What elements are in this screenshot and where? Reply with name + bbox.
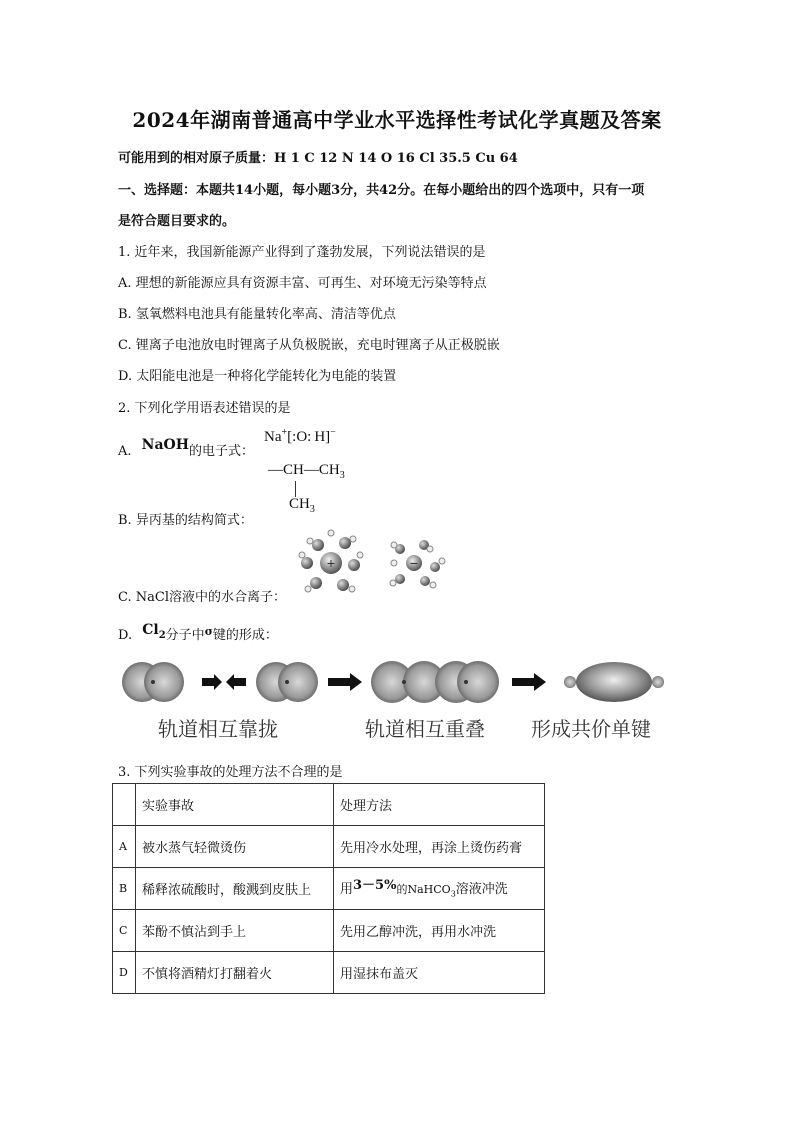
- header-method: 处理方法: [334, 784, 545, 826]
- header-accident: 实验事故: [136, 784, 334, 826]
- sodium-ion-cluster: [299, 530, 363, 592]
- q2-option-b: B. 异丙基的结构简式：: [118, 513, 253, 528]
- q3-stem: 3. 下列实验事故的处理方法不合理的是: [118, 765, 343, 780]
- arrow-right-icon: [328, 673, 362, 691]
- table-header-row: [113, 784, 545, 826]
- chloride-ion-cluster: [390, 540, 445, 588]
- q2-stem: 2. 下列化学用语表述错误的是: [118, 401, 291, 416]
- label-overlap: 轨道相互重叠: [365, 717, 485, 741]
- isopropyl-structure-bottom: $CH_3$: [289, 496, 315, 515]
- naoh-electron-formula: Na+[:O: H]−: [264, 427, 336, 445]
- q2-option-a-text: 的电子式：: [188, 444, 254, 459]
- q2-option-d: D. $Cl_2$分子中$^\sigma$键的形成：: [118, 622, 278, 643]
- orbitals-overlap: [371, 661, 499, 703]
- naoh-formula: NaOH: [141, 437, 189, 453]
- svg-text:−: −: [409, 557, 419, 570]
- q2-option-c: C. NaCl溶液中的水合离子：: [118, 590, 286, 605]
- label-single-bond: 形成共价单键: [531, 717, 651, 741]
- q1-stem: 1. 近年来，我国新能源产业得到了蓬勃发展，下列说法错误的是: [118, 245, 486, 260]
- q2-option-a-label: A.: [118, 444, 132, 459]
- q1-option-a: A. 理想的新能源应具有资源丰富、可再生、对环境无污染等特点: [118, 276, 487, 291]
- isopropyl-structure-top: $—CH—CH_3$: [268, 462, 345, 481]
- arrow-right-icon: [202, 674, 222, 690]
- table-row: C 苯酚不慎沾到手上 先用乙醇冲洗，再用水冲洗: [113, 910, 545, 952]
- label-approach: 轨道相互靠拢: [158, 717, 278, 741]
- q1-option-c: C. 锂离子电池放电时锂离子从负极脱嵌，充电时锂离子从正极脱嵌: [118, 338, 500, 353]
- section-heading-line1: 一、选择题：本题共14小题，每小题3分，共42分。在每小题给出的四个选项中，只有一项: [118, 183, 645, 198]
- single-covalent-bond: [564, 662, 664, 702]
- arrow-right-icon: [512, 673, 546, 691]
- q1-option-b: B. 氢氧燃料电池具有能量转化率高、清洁等优点: [118, 307, 396, 322]
- section-heading-line2: 是符合题目要求的。: [118, 214, 236, 229]
- atomic-masses: 可能用到的相对原子质量：H 1 C 12 N 14 O 16 Cl 35.5 Cu 64: [118, 151, 518, 166]
- isopropyl-bond-line: [295, 481, 296, 497]
- orbitals-approach: [122, 662, 318, 702]
- arrow-left-icon: [226, 674, 246, 690]
- accident-table: [112, 783, 545, 994]
- table-row: B 稀释浓硫酸时，酸溅到皮肤上 用3－5%的NaHCO$_3$溶液冲洗: [113, 868, 545, 910]
- q1-option-d: D. 太阳能电池是一种将化学能转化为电能的装置: [118, 369, 397, 384]
- page-title: 2024年湖南普通高中学业水平选择性考试化学真题及答案: [132, 108, 662, 132]
- svg-text:+: +: [326, 557, 336, 570]
- cl2-formula: $Cl_2$: [142, 622, 166, 641]
- table-row: D 不慎将酒精灯打翻着火 用湿抹布盖灭: [113, 952, 545, 994]
- sigma-symbol: σ: [204, 625, 213, 638]
- hydrated-ions-image: [298, 525, 450, 595]
- sigma-bond-formation-diagram: [118, 650, 670, 750]
- q2-option-a: [118, 437, 254, 459]
- table-row: A 被水蒸气轻微烫伤 先用冷水处理，再涂上烫伤药膏: [113, 826, 545, 868]
